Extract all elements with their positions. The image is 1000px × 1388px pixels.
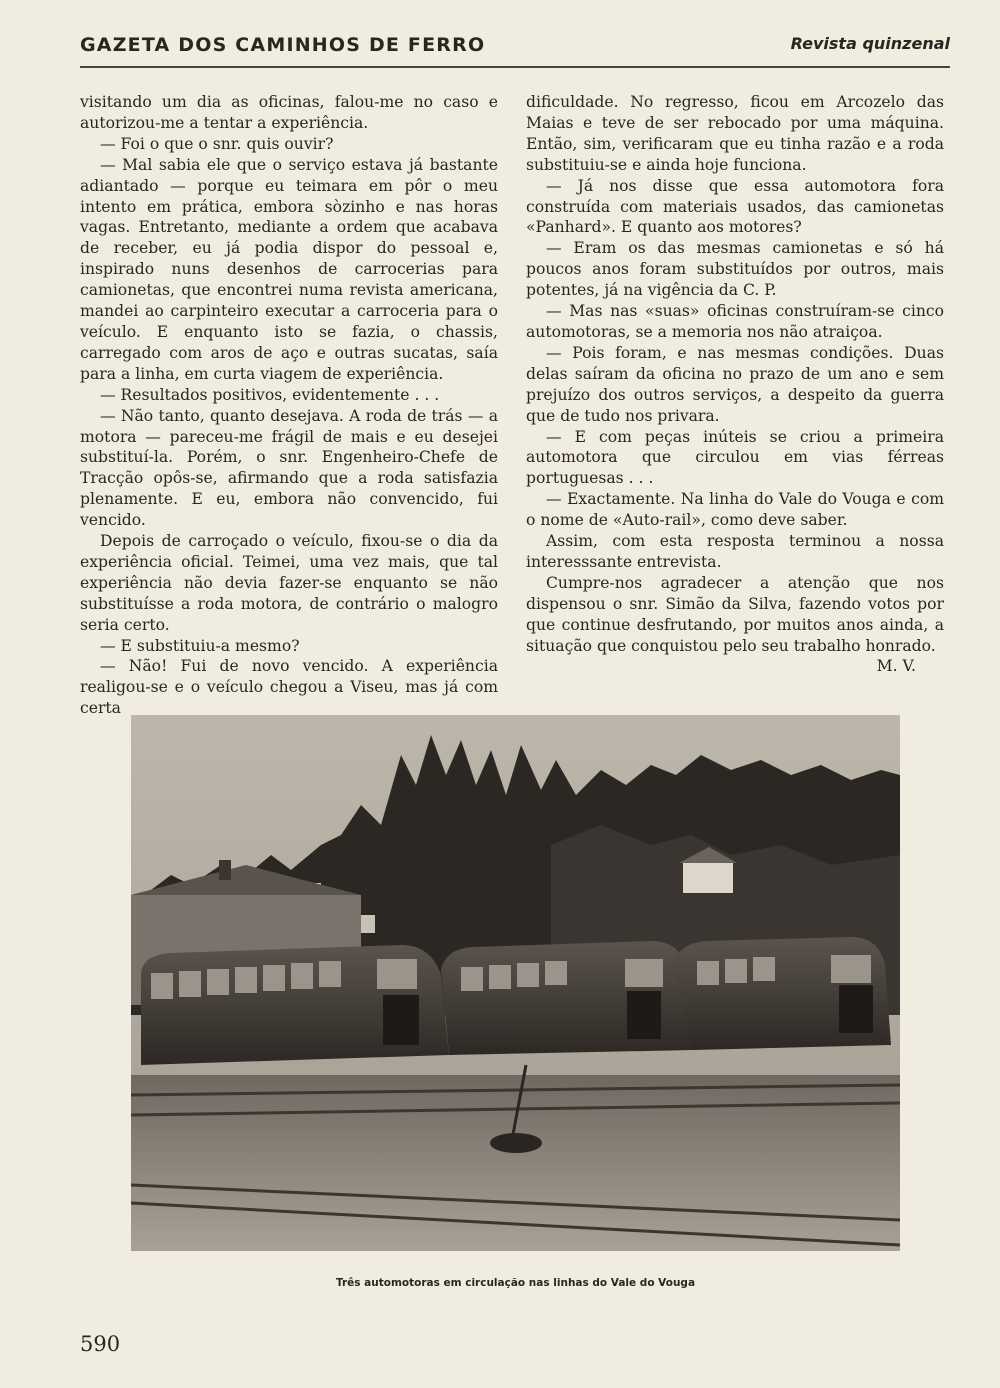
paragraph: — Já nos disse que essa automotora fora construída com materiais usados, das camionetas «Panhard». E quanto aos motores?: [526, 176, 944, 237]
paragraph: — Pois foram, e nas mesmas condições. Duas delas saíram da oficina no prazo de um ano e sem prejuízo dos outros serviços, a despeito da guerra que de tudo nos privara.: [526, 343, 944, 425]
paragraph: — Mas nas «suas» oficinas construíram-se cinco automotoras, se a memoria nos não atraiçoa.: [526, 302, 944, 341]
article-column-left: [80, 92, 498, 719]
paragraph: — E substituiu-a mesmo?: [100, 636, 300, 655]
paragraph: — Resultados positivos, evidentemente . . .: [100, 385, 440, 404]
paragraph: — E com peças inúteis se criou a primeira automotora que circulou em vias férreas portuguesas . . .: [526, 427, 944, 488]
issue-type-label: Revista quinzenal: [790, 34, 950, 53]
running-header: [80, 34, 950, 64]
journal-title: GAZETA DOS CAMINHOS DE FERRO: [80, 34, 486, 56]
railcars-photograph: [131, 715, 900, 1251]
paragraph: — Mal sabia ele que o serviço estava já bastante adiantado — porque eu teimara em pôr o meu intento em prática, embora sòzinho e nas horas vagas. Entretanto, mediante a ordem que acabava de receber, eu já podia dispor do pessoal e, inspirado nuns desenhos de carrocerias para camionetas, que encontrei numa revista americana, mandei ao carpinteiro executar a carroceria para o veículo. E enquanto isto se fazia, o chassis, carregado com aros de aço e outras sucatas, saía para a linha, em curta viagem de experiência.: [80, 155, 498, 383]
paragraph: Depois de carroçado o veículo, fixou-se o dia da experiência oficial. Teimei, uma vez mais, que tal experiência não devia fazer-se enquanto se não substituísse a roda motora, de contrário o malogro seria certo.: [80, 532, 498, 634]
paragraph: Assim, com esta resposta terminou a nossa interesssante entrevista.: [526, 532, 944, 571]
photo-caption: Três automotoras em circulação nas linhas do Vale do Vouga: [335, 1277, 696, 1289]
paragraph: — Não! Fui de novo vencido. A experiência realigou-se e o veículo chegou a Viseu, mas já com certa: [80, 657, 498, 718]
paragraph: — Eram os das mesmas camionetas e só há poucos anos foram substituídos por outros, mais potentes, já na vigência da C. P.: [526, 239, 944, 300]
article-column-right: [526, 92, 944, 677]
paragraph: — Foi o que o snr. quis ouvir?: [100, 134, 334, 153]
paragraph: dificuldade. No regresso, ficou em Arcozelo das Maias e teve de ser rebocado por uma máquina. Então, sim, verificaram que eu tinha razão e a roda substituiu-se e ainda hoje funciona.: [526, 93, 944, 174]
author-signature: M. V.: [876, 657, 916, 676]
paragraph: Cumpre-nos agradecer a atenção que nos dispensou o snr. Simão da Silva, fazendo votos por que continue desfrutando, por muitos anos ainda, a situação que conquistou pelo seu trabalho honrado.: [526, 573, 944, 655]
paragraph: visitando um dia as oficinas, falou-me no caso e autorizou-me a tentar a experiência.: [80, 93, 498, 132]
paragraph: — Não tanto, quanto desejava. A roda de trás — a motora — pareceu-me frágil de mais e eu desejei substituí-la. Porém, o snr. Engenheiro-Chefe de Tracção opôs-se, afirmando que a roda satisfazia plenamente. E eu, embora não convencido, fui vencido.: [80, 406, 498, 530]
paragraph: — Exactamente. Na linha do Vale do Vouga e com o nome de «Auto-rail», como deve saber.: [526, 490, 944, 530]
header-rule: [80, 66, 950, 68]
page-number: 590: [80, 1332, 121, 1356]
